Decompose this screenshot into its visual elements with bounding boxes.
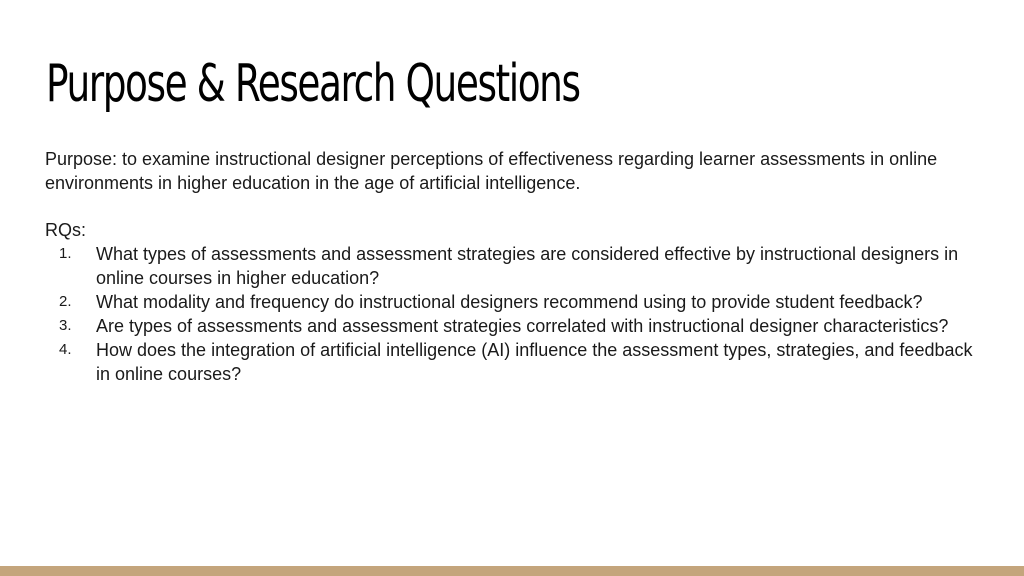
slide-title: Purpose & Research Questions	[46, 54, 580, 114]
research-question-number: 3.	[59, 317, 72, 334]
purpose-statement: Purpose: to examine instructional designer perceptions of effectiveness regarding learner assessments in online environments in higher education in the age of artificial intelligence.	[45, 149, 938, 193]
research-question-text: What types of assessments and assessment strategies are considered effective by instructional designers in online courses in higher education?	[96, 244, 959, 288]
research-question-item	[45, 242, 990, 290]
research-question-text: What modality and frequency do instructional designers recommend using to provide student feedback?	[96, 292, 923, 312]
rqs-label: RQs:	[45, 220, 87, 240]
research-question-text: Are types of assessments and assessment strategies correlated with instructional designer characteristics?	[96, 316, 949, 336]
research-question-number: 2.	[59, 293, 72, 310]
research-question-item	[45, 338, 990, 386]
research-questions-list	[45, 242, 990, 386]
research-question-item	[45, 314, 990, 338]
bottom-accent-bar	[0, 566, 1024, 576]
research-question-number: 1.	[59, 245, 72, 262]
research-question-item	[45, 290, 990, 314]
research-question-text: How does the integration of artificial intelligence (AI) influence the assessment types, strategies, and feedback in online courses?	[96, 340, 973, 384]
slide-body	[45, 147, 990, 386]
research-question-number: 4.	[59, 341, 72, 358]
